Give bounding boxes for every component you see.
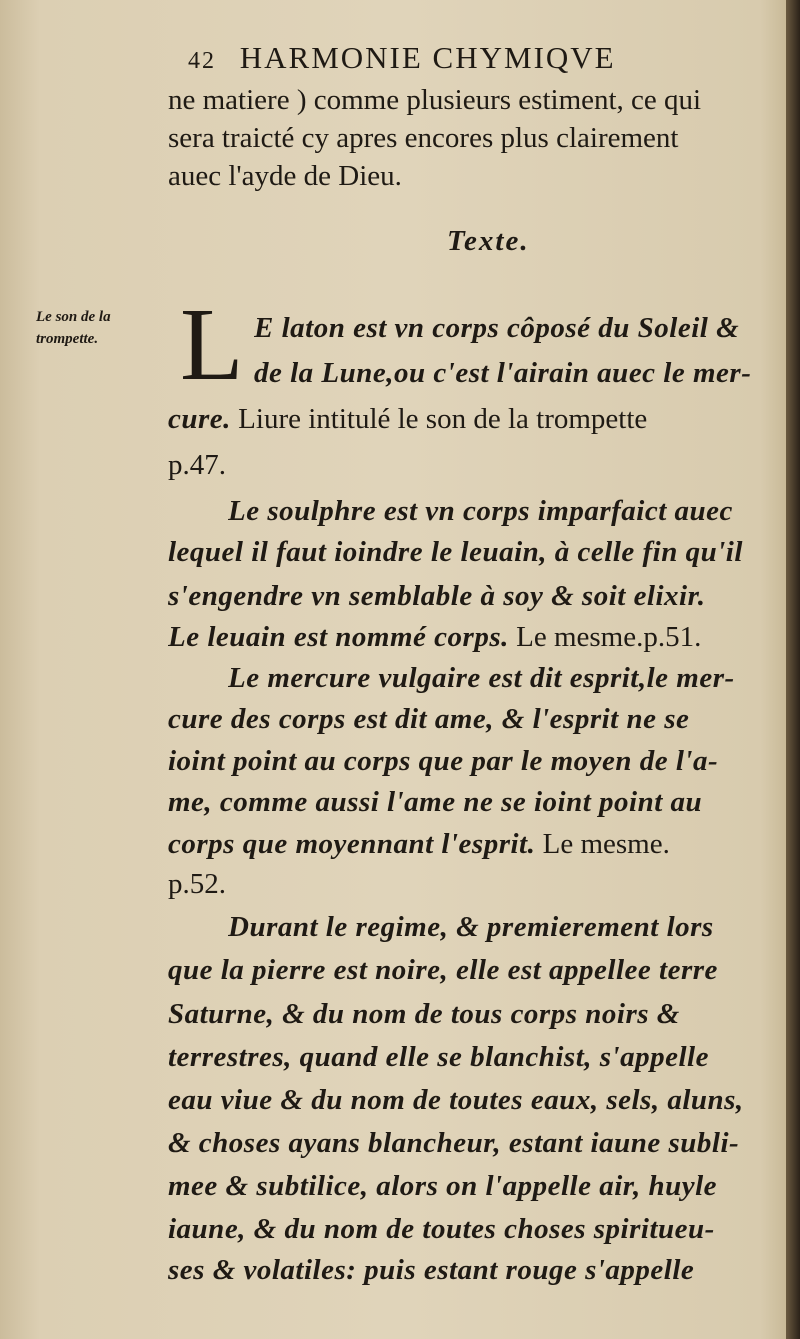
roman-text: p.47. xyxy=(168,449,226,481)
italic-text: ioint point au corps que par le moyen de l'a- xyxy=(168,745,719,777)
text-line xyxy=(168,697,780,741)
text-line xyxy=(168,397,780,441)
italic-text: Le soulphre est vn corps imparfaict auec xyxy=(228,495,733,527)
italic-text: lequel il faut ioindre le leuain, à celle fin qu'il xyxy=(168,536,743,568)
italic-text: me, comme aussi l'ame ne se ioint point au xyxy=(168,786,703,818)
text-line xyxy=(168,443,780,487)
roman-text: Liure intitulé le son de la trompette xyxy=(230,403,648,435)
margin-note-line: trompette. xyxy=(36,331,99,347)
margin-note-line: Le son de la xyxy=(36,309,111,325)
italic-text: cure des corps est dit ame, & l'esprit ne se xyxy=(168,703,690,735)
italic-text: ses & volatiles: puis estant rouge s'appelle xyxy=(168,1254,695,1286)
italic-text: iaune, & du nom de toutes choses spiritueu- xyxy=(168,1213,715,1245)
text-line xyxy=(228,905,780,949)
text-line xyxy=(228,489,780,533)
italic-text: que la pierre est noire, elle est appellee terre xyxy=(168,954,718,986)
text-line xyxy=(168,780,780,824)
italic-text: s'engendre vn semblable à soy & soit elixir. xyxy=(168,580,706,612)
text-line xyxy=(168,739,780,783)
running-header xyxy=(188,40,748,80)
book-spine xyxy=(786,0,800,1339)
text-line xyxy=(168,948,780,992)
intro-line: auec l'ayde de Dieu. xyxy=(168,160,402,192)
intro-line: ne matiere ) comme plusieurs estiment, ce qui xyxy=(168,84,702,116)
text-line xyxy=(168,862,780,906)
text-line xyxy=(168,530,780,574)
italic-text: Le leuain est nommé corps. xyxy=(168,621,509,653)
italic-text: cure. xyxy=(168,403,231,435)
text-line xyxy=(254,306,780,350)
text-line xyxy=(168,822,780,866)
page-number: 42 xyxy=(188,48,216,74)
italic-text: de la Lune,ou c'est l'airain auec le mer- xyxy=(254,357,752,389)
text-line xyxy=(168,1078,780,1122)
italic-text: Le mercure vulgaire est dit esprit,le mer- xyxy=(228,662,735,694)
italic-text: Saturne, & du nom de tous corps noirs & xyxy=(168,998,680,1030)
text-line xyxy=(254,351,780,395)
text-line xyxy=(168,1121,780,1165)
text-line xyxy=(168,1035,780,1079)
running-title: HARMONIE CHYMIQVE xyxy=(239,40,616,75)
text-line xyxy=(168,574,780,618)
text-line xyxy=(228,656,780,700)
italic-text: eau viue & du nom de toutes eaux, sels, aluns, xyxy=(168,1084,744,1116)
intro-line: sera traicté cy apres encores plus clairement xyxy=(168,122,679,154)
roman-text: Le mesme. xyxy=(535,828,670,860)
italic-text: mee & subtilice, alors on l'appelle air, huyle xyxy=(168,1170,718,1202)
italic-text: Durant le regime, & premierement lors xyxy=(228,911,714,943)
text-line xyxy=(168,992,780,1036)
roman-text: Le mesme.p.51. xyxy=(508,621,702,653)
drop-capital: L xyxy=(180,287,244,402)
roman-text: p.52. xyxy=(168,868,226,900)
italic-text: E laton est vn corps côposé du Soleil & xyxy=(254,312,740,344)
margin-note xyxy=(36,306,166,350)
section-title: Texte. xyxy=(447,225,530,257)
text-line xyxy=(168,1248,780,1292)
italic-text: & choses ayans blancheur, estant iaune subli- xyxy=(168,1127,740,1159)
text-line xyxy=(168,615,780,659)
text-line xyxy=(168,1164,780,1208)
text-line xyxy=(168,1207,780,1251)
italic-text: corps que moyennant l'esprit. xyxy=(168,828,536,860)
italic-text: terrestres, quand elle se blanchist, s'appelle xyxy=(168,1041,709,1073)
